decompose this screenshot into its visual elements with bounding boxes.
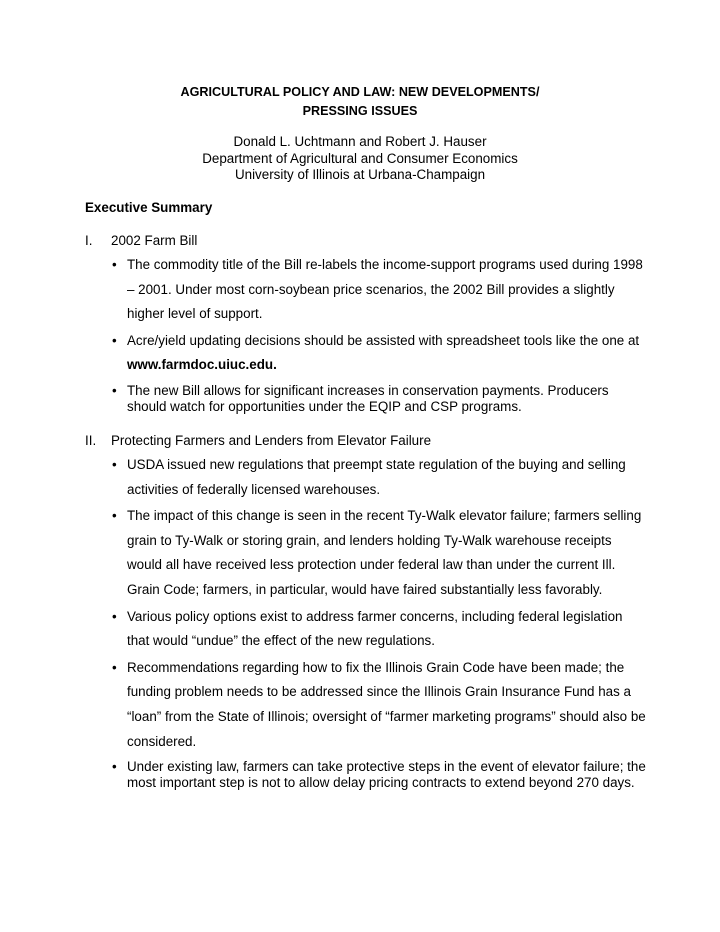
author-names: Donald L. Uchtmann and Robert J. Hauser bbox=[233, 134, 487, 149]
list-item: • Recommendations regarding how to fix the Illinois Grain Code have been made; the funding problem needs to be addressed since the Illinois Grain Insurance Fund has a “loan” from the State of Illinois; oversight of “farmer marketing programs” should also be considered. bbox=[112, 656, 647, 754]
section-number: I. bbox=[85, 233, 93, 248]
list-item: • Various policy options exist to address farmer concerns, including federal legislation that would “undue” the effect of the new regulations. bbox=[112, 605, 647, 654]
author-block bbox=[0, 134, 720, 184]
list-item: • The new Bill allows for significant increases in conservation payments. Producers should watch for opportunities under the EQIP and CSP programs. bbox=[112, 383, 647, 416]
section-heading-2 bbox=[85, 433, 431, 448]
document-title bbox=[0, 83, 720, 121]
list-item: • USDA issued new regulations that preempt state regulation of the buying and selling activities of federally licensed warehouses. bbox=[112, 453, 647, 502]
list-item: • The commodity title of the Bill re-labels the income-support programs used during 1998 – 2001. Under most corn-soybean price scenarios, the 2002 Bill provides a slightly higher level of support. bbox=[112, 253, 647, 327]
section-number: II. bbox=[85, 433, 97, 448]
title-line-1: AGRICULTURAL POLICY AND LAW: NEW DEVELOPMENTS/ bbox=[180, 85, 540, 99]
section-title: Protecting Farmers and Lenders from Elevator Failure bbox=[111, 433, 432, 448]
section-1-bullet-list bbox=[112, 253, 647, 416]
list-item: • Under existing law, farmers can take protective steps in the event of elevator failure; the most important step is not to allow delay pricing contracts to extend beyond 270 days. bbox=[112, 759, 647, 792]
author-department: Department of Agricultural and Consumer Economics bbox=[202, 150, 518, 166]
list-item: • The impact of this change is seen in the recent Ty-Walk elevator failure; farmers selling grain to Ty-Walk or storing grain, and lenders holding Ty-Walk warehouse receipts would all have received less protection under federal law than under the current Ill. Grain Code; farmers, in particular, would have faired substantially less favorably. bbox=[112, 504, 647, 602]
section-heading-1 bbox=[85, 233, 197, 248]
executive-summary-heading: Executive Summary bbox=[85, 200, 213, 215]
list-item: • Acre/yield updating decisions should be assisted with spreadsheet tools like the one at www.farmdoc.uiuc.edu. bbox=[112, 329, 647, 378]
farmdoc-link[interactable]: www.farmdoc.uiuc.edu. bbox=[127, 357, 277, 373]
section-2-bullet-list bbox=[112, 453, 647, 792]
title-line-2: PRESSING ISSUES bbox=[302, 104, 418, 118]
author-university: University of Illinois at Urbana-Champaign bbox=[234, 167, 486, 182]
section-title: 2002 Farm Bill bbox=[111, 233, 198, 248]
